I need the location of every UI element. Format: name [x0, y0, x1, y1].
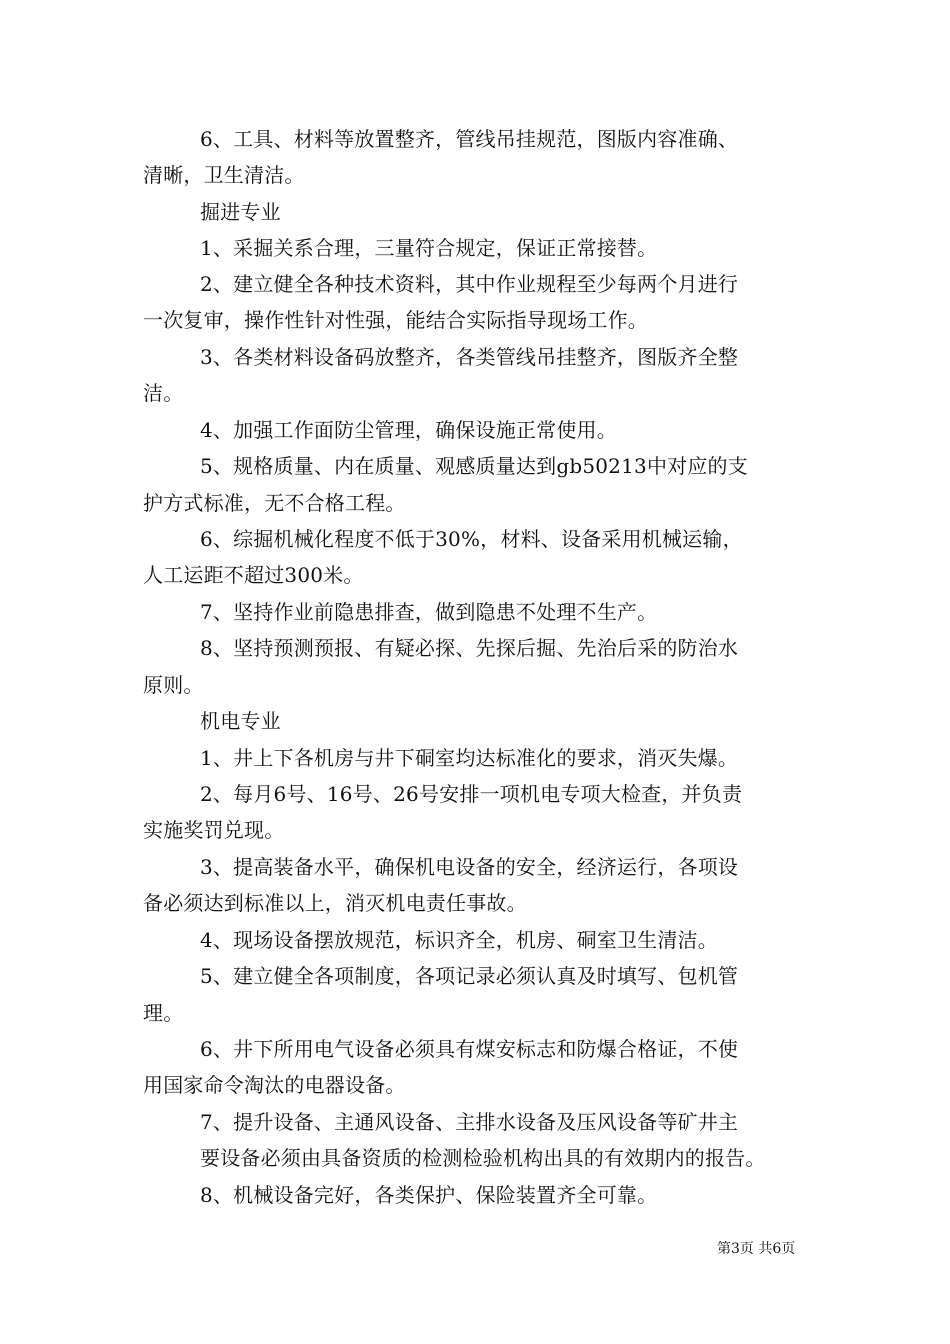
text-line: 3、各类材料设备码放整齐，各类管线吊挂整齐，图版齐全整	[200, 345, 739, 369]
text-line: 6、工具、材料等放置整齐，管线吊挂规范，图版内容准确、	[200, 127, 739, 151]
text-line: 5、建立健全各项制度，各项记录必须认真及时填写、包机管	[200, 964, 739, 988]
text-line: 实施奖罚兑现。	[143, 818, 285, 842]
text-line: 1、采掘关系合理，三量符合规定，保证正常接替。	[200, 236, 658, 260]
text-line: 6、井下所用电气设备必须具有煤安标志和防爆合格证，不使	[200, 1037, 739, 1061]
text-line: 理。	[143, 1001, 184, 1025]
text-line: 3、提高装备水平，确保机电设备的安全，经济运行，各项设	[200, 855, 739, 879]
text-line: 护方式标准，无不合格工程。	[143, 491, 406, 515]
text-line: 清晰，卫生清洁。	[143, 163, 305, 187]
text-line: 5、规格质量、内在质量、观感质量达到gb50213中对应的支	[200, 454, 748, 478]
text-line: 8、机械设备完好，各类保护、保险装置齐全可靠。	[200, 1183, 658, 1207]
text-line: 2、建立健全各种技术资料，其中作业规程至少每两个月进行	[200, 272, 739, 296]
text-line: 7、坚持作业前隐患排查，做到隐患不处理不生产。	[200, 600, 658, 624]
text-line: 要设备必须由具备资质的检测检验机构出具的有效期内的报告。	[200, 1146, 766, 1170]
section-heading: 掘进专业	[200, 200, 281, 224]
text-line: 4、现场设备摆放规范，标识齐全，机房、硐室卫生清洁。	[200, 928, 718, 952]
text-line: 人工运距不超过300米。	[143, 563, 364, 587]
section-heading: 机电专业	[200, 709, 281, 733]
text-line: 4、加强工作面防尘管理，确保设施正常使用。	[200, 418, 617, 442]
text-line: 8、坚持预测预报、有疑必探、先探后掘、先治后采的防治水	[200, 636, 739, 660]
text-line: 一次复审，操作性针对性强，能结合实际指导现场工作。	[143, 308, 648, 332]
text-line: 7、提升设备、主通风设备、主排水设备及压风设备等矿井主	[200, 1110, 739, 1134]
text-line: 洁。	[143, 381, 184, 405]
text-line: 1、井上下各机房与井下硐室均达标准化的要求，消灭失爆。	[200, 746, 739, 770]
text-line: 6、综掘机械化程度不低于30%，材料、设备采用机械运输，	[200, 527, 743, 551]
text-line: 2、每月6号、16号、26号安排一项机电专项大检查，并负责	[200, 782, 743, 806]
text-line: 用国家命令淘汰的电器设备。	[143, 1073, 406, 1097]
text-line: 原则。	[143, 673, 204, 697]
page-number: 第3页 共6页	[717, 1241, 796, 1257]
text-line: 备必须达到标准以上，消灭机电责任事故。	[143, 891, 527, 915]
